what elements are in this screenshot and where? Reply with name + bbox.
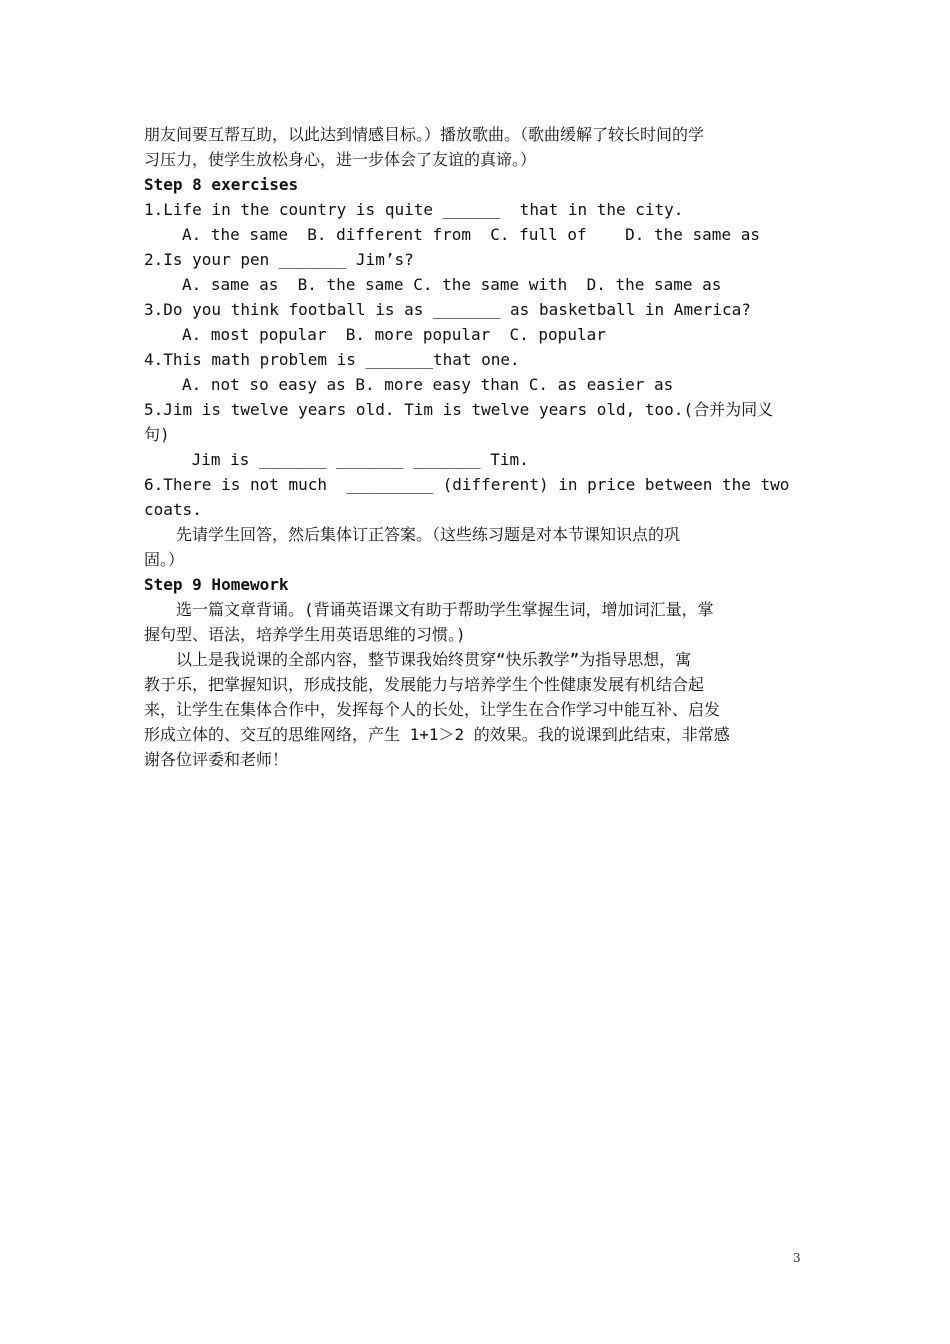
question-2-options: A. same as B. the same C. the same with D. the same as: [182, 275, 722, 294]
intro-line-2: 习压力，使学生放松身心，进一步体会了友谊的真谛。）: [144, 150, 537, 169]
question-4: 4.This math problem is _______that one.: [144, 350, 520, 369]
question-6-cont: coats.: [144, 500, 202, 519]
step9-heading: Step 9 Homework: [144, 575, 289, 594]
step8-note-line-2: 固。）: [144, 550, 185, 569]
step9-p2-line-4: 形成立体的、交互的思维网络，产生 1+1＞2 的效果。我的说课到此结束，非常感: [144, 725, 730, 744]
question-5-answer: Jim is _______ _______ _______ Tim.: [182, 450, 529, 469]
question-1: 1.Life in the country is quite ______ that in the city.: [144, 200, 684, 219]
step8-note-line-1: 先请学生回答，然后集体订正答案。（这些练习题是对本节课知识点的巩: [176, 525, 681, 544]
question-6: 6.There is not much _________ (different) in price between the two: [144, 475, 790, 494]
step8-heading: Step 8 exercises: [144, 175, 299, 194]
page-number: 3: [793, 1251, 801, 1265]
intro-line-1: 朋友间要互帮互助，以此达到情感目标。）播放歌曲。（歌曲缓解了较长时间的学: [144, 125, 705, 144]
question-3: 3.Do you think football is as _______ as basketball in America?: [144, 300, 751, 319]
step9-p2-line-2: 教于乐，把掌握知识，形成技能，发展能力与培养学生个性健康发展有机结合起: [144, 675, 705, 694]
step9-p1-line-1: 选一篇文章背诵。(背诵英语课文有助于帮助学生掌握生词，增加词汇量，掌: [176, 600, 714, 619]
question-2: 2.Is your pen _______ Jim’s?: [144, 250, 414, 269]
question-3-options: A. most popular B. more popular C. popular: [182, 325, 606, 344]
page-content: [144, 122, 808, 772]
step9-p2-line-1: 以上是我说课的全部内容，整节课我始终贯穿“快乐教学”为指导思想，寓: [176, 650, 692, 669]
step9-p1-line-2: 握句型、语法，培养学生用英语思维的习惯。): [144, 625, 466, 644]
question-5-cont: 句): [144, 425, 170, 444]
question-4-options: A. not so easy as B. more easy than C. as easier as: [182, 375, 674, 394]
question-5: 5.Jim is twelve years old. Tim is twelve years old, too.(合并为同义: [144, 400, 774, 419]
question-1-options: A. the same B. different from C. full of D. the same as: [182, 225, 760, 244]
step9-p2-line-3: 来，让学生在集体合作中，发挥每个人的长处，让学生在合作学习中能互补、启发: [144, 700, 721, 719]
step9-p2-line-5: 谢各位评委和老师！: [144, 750, 289, 769]
